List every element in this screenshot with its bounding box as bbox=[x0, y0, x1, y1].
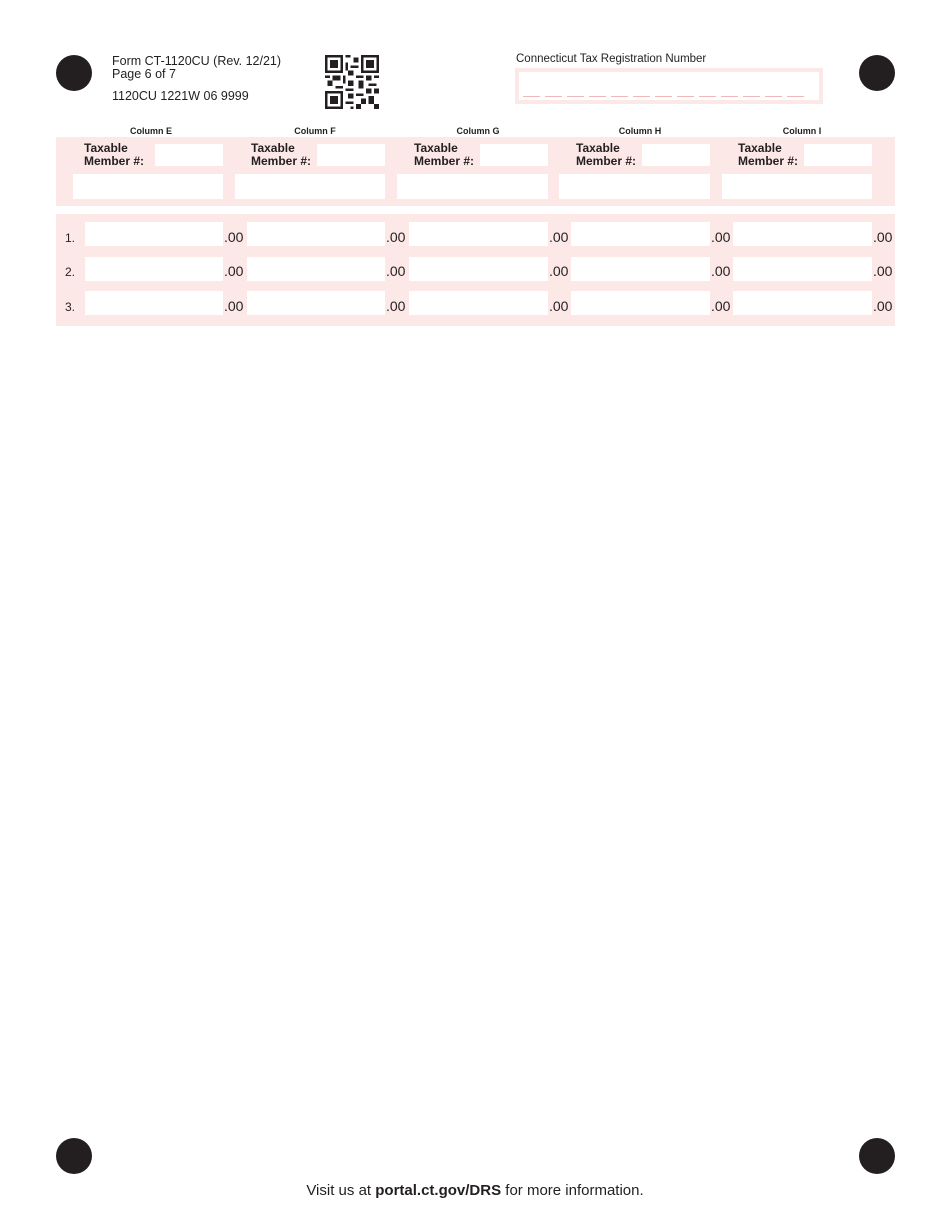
registration-number-field[interactable] bbox=[515, 68, 823, 104]
column-g-member-label: Taxable Member #: bbox=[414, 141, 475, 168]
row-3-column-h-cents: .00 bbox=[711, 298, 731, 314]
column-e-member-number-input[interactable] bbox=[155, 144, 223, 166]
row-3-column-g-input[interactable] bbox=[409, 291, 548, 315]
column-h-member-label: Taxable Member #: bbox=[576, 141, 637, 168]
column-h-member-number-input[interactable] bbox=[642, 144, 710, 166]
row-2-column-i-input[interactable] bbox=[733, 257, 872, 281]
row-1-number: 1. bbox=[65, 231, 76, 245]
row-1-column-g-input[interactable] bbox=[409, 222, 548, 246]
row-3-column-e-cents: .00 bbox=[224, 298, 244, 314]
row-2-column-i-cents: .00 bbox=[873, 263, 893, 279]
footer-text bbox=[0, 1182, 950, 1199]
footer-suffix: for more information. bbox=[501, 1182, 644, 1199]
form-title: Form CT-1120CU (Rev. 12/21) bbox=[112, 54, 282, 68]
row-1-column-f-input[interactable] bbox=[247, 222, 385, 246]
column-g-member-name-input[interactable] bbox=[397, 174, 548, 199]
row-2-column-g-cents: .00 bbox=[549, 263, 569, 279]
column-f-member-label: Taxable Member #: bbox=[251, 141, 312, 168]
column-i-member-label: Taxable Member #: bbox=[738, 141, 799, 168]
registration-mark-bottom-right bbox=[859, 1138, 895, 1174]
row-2-number: 2. bbox=[65, 265, 76, 279]
row-3-column-i-cents: .00 bbox=[873, 298, 893, 314]
footer-prefix: Visit us at bbox=[306, 1182, 376, 1199]
row-1-column-g-cents: .00 bbox=[549, 229, 569, 245]
row-3-column-g-cents: .00 bbox=[549, 298, 569, 314]
column-g-label: Column G bbox=[456, 126, 500, 136]
row-2-column-h-cents: .00 bbox=[711, 263, 731, 279]
registration-mark-top-left bbox=[56, 55, 92, 91]
row-1-column-e-cents: .00 bbox=[224, 229, 244, 245]
column-f-member-name-input[interactable] bbox=[235, 174, 385, 199]
row-3-number: 3. bbox=[65, 300, 76, 314]
row-2-column-e-input[interactable] bbox=[85, 257, 223, 281]
footer-link[interactable]: portal.ct.gov/DRS bbox=[375, 1182, 502, 1199]
column-e-member-name-input[interactable] bbox=[73, 174, 223, 199]
registration-mark-bottom-left bbox=[56, 1138, 92, 1174]
column-i-member-name-input[interactable] bbox=[722, 174, 872, 199]
column-i-member-number-input[interactable] bbox=[804, 144, 872, 166]
row-2-column-e-cents: .00 bbox=[224, 263, 244, 279]
row-3-column-i-input[interactable] bbox=[733, 291, 872, 315]
registration-digit-guides bbox=[523, 96, 804, 97]
column-e-label: Column E bbox=[130, 126, 172, 136]
row-1-column-h-cents: .00 bbox=[711, 229, 731, 245]
row-1-column-i-cents: .00 bbox=[873, 229, 893, 245]
column-h-member-name-input[interactable] bbox=[559, 174, 710, 199]
registration-number-label: Connecticut Tax Registration Number bbox=[516, 53, 707, 65]
row-2-column-f-input[interactable] bbox=[247, 257, 385, 281]
row-3-column-h-input[interactable] bbox=[571, 291, 710, 315]
column-g-member-number-input[interactable] bbox=[480, 144, 548, 166]
registration-mark-top-right bbox=[859, 55, 895, 91]
row-3-column-e-input[interactable] bbox=[85, 291, 223, 315]
row-1-column-e-input[interactable] bbox=[85, 222, 223, 246]
column-i-label: Column I bbox=[782, 126, 822, 136]
column-f-member-number-input[interactable] bbox=[317, 144, 385, 166]
row-1-column-h-input[interactable] bbox=[571, 222, 710, 246]
row-2-column-f-cents: .00 bbox=[386, 263, 406, 279]
column-e-member-label: Taxable Member #: bbox=[84, 141, 145, 168]
qr-code-icon bbox=[325, 55, 379, 109]
row-3-column-f-cents: .00 bbox=[386, 298, 406, 314]
row-3-column-f-input[interactable] bbox=[247, 291, 385, 315]
row-2-column-g-input[interactable] bbox=[409, 257, 548, 281]
column-h-label: Column H bbox=[618, 126, 662, 136]
row-1-column-i-input[interactable] bbox=[733, 222, 872, 246]
row-2-column-h-input[interactable] bbox=[571, 257, 710, 281]
row-1-column-f-cents: .00 bbox=[386, 229, 406, 245]
column-f-label: Column F bbox=[294, 126, 336, 136]
page-number: Page 6 of 7 bbox=[112, 67, 176, 81]
form-code: 1120CU 1221W 06 9999 bbox=[112, 89, 249, 103]
